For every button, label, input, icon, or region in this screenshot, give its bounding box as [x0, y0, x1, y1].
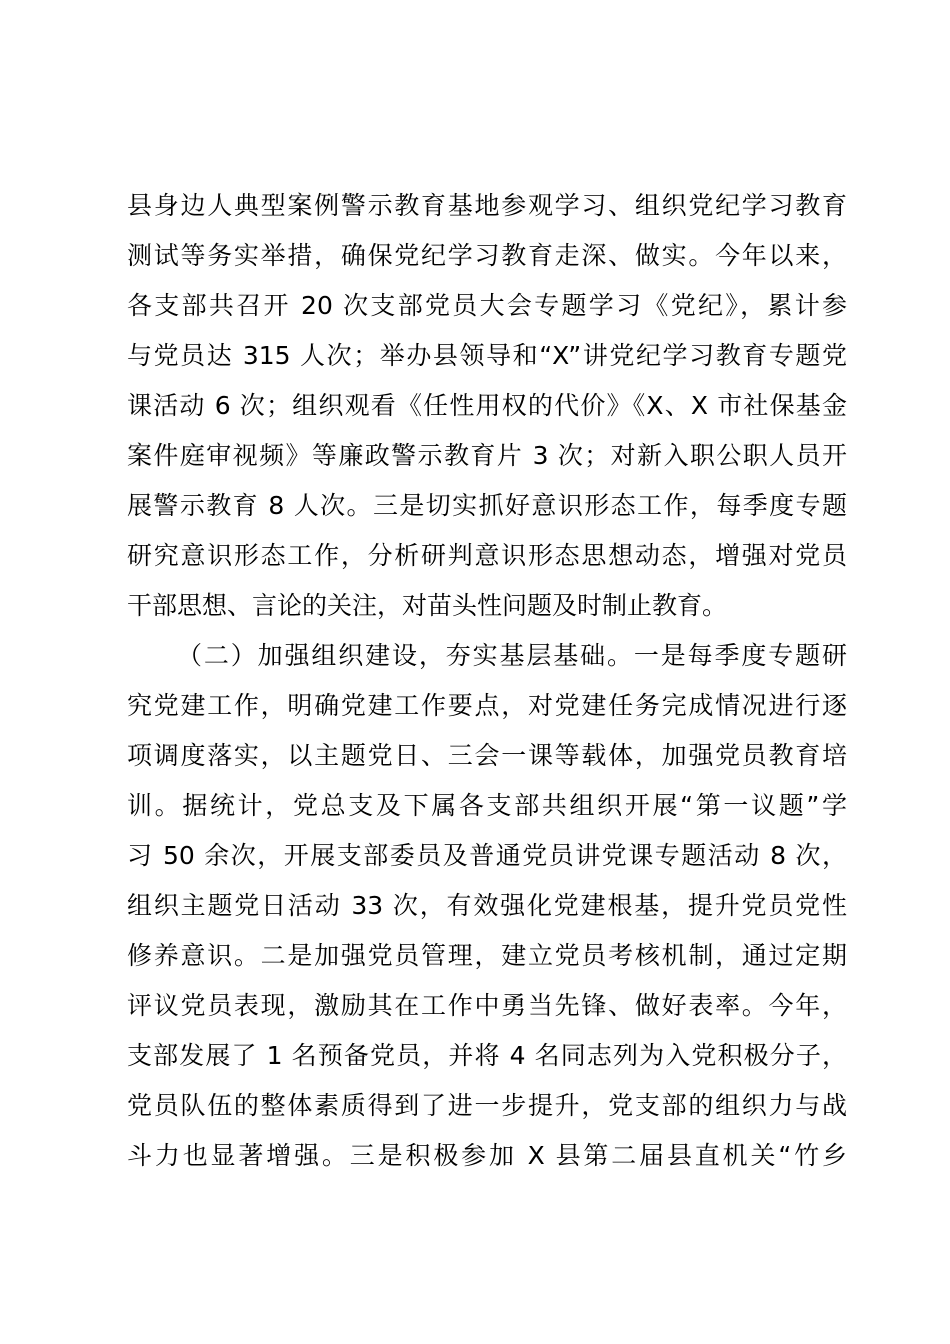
- body-text-line: 研究意识形态工作，分析研判意识形态思想动态，增强对党员: [127, 541, 847, 570]
- section-heading-line: （二）加强组织建设，夯实基层基础。一是每季度专题研: [177, 641, 847, 670]
- body-text-line: 各支部共召开 20 次支部党员大会专题学习《党纪》，累计参: [127, 291, 847, 320]
- body-text-line: 党员队伍的整体素质得到了进一步提升，党支部的组织力与战: [127, 1091, 847, 1120]
- body-text-line: 项调度落实，以主题党日、三会一课等载体，加强党员教育培: [127, 741, 847, 770]
- body-text-line: 斗力也显著增强。三是积极参加 X 县第二届县直机关“竹乡: [127, 1141, 847, 1170]
- body-text-line: 课活动 6 次；组织观看《任性用权的代价》《X、X 市社保基金: [127, 391, 847, 420]
- body-text-line: 案件庭审视频》等廉政警示教育片 3 次；对新入职公职人员开: [127, 441, 847, 470]
- body-text-line: 县身边人典型案例警示教育基地参观学习、组织党纪学习教育: [127, 191, 847, 220]
- body-text-line: 展警示教育 8 人次。三是切实抓好意识形态工作，每季度专题: [127, 491, 847, 520]
- body-text-line: 究党建工作，明确党建工作要点，对党建任务完成情况进行逐: [127, 691, 847, 720]
- body-text-line: 评议党员表现，激励其在工作中勇当先锋、做好表率。今年，: [127, 991, 847, 1020]
- body-text-line: 与党员达 315 人次；举办县领导和“X”讲党纪学习教育专题党: [127, 341, 847, 370]
- body-text-line: 支部发展了 1 名预备党员，并将 4 名同志列为入党积极分子，: [127, 1041, 847, 1070]
- body-text-line: 组织主题党日活动 33 次，有效强化党建根基，提升党员党性: [127, 891, 847, 920]
- body-text-line: 测试等务实举措，确保党纪学习教育走深、做实。今年以来，: [127, 241, 847, 270]
- body-text-line: 习 50 余次，开展支部委员及普通党员讲党课专题活动 8 次，: [127, 841, 847, 870]
- body-text-line: 修养意识。二是加强党员管理，建立党员考核机制，通过定期: [127, 941, 847, 970]
- body-text-line: 训。据统计，党总支及下属各支部共组织开展“第一议题”学: [127, 791, 847, 820]
- body-text-line: 干部思想、言论的关注，对苗头性问题及时制止教育。: [127, 591, 728, 620]
